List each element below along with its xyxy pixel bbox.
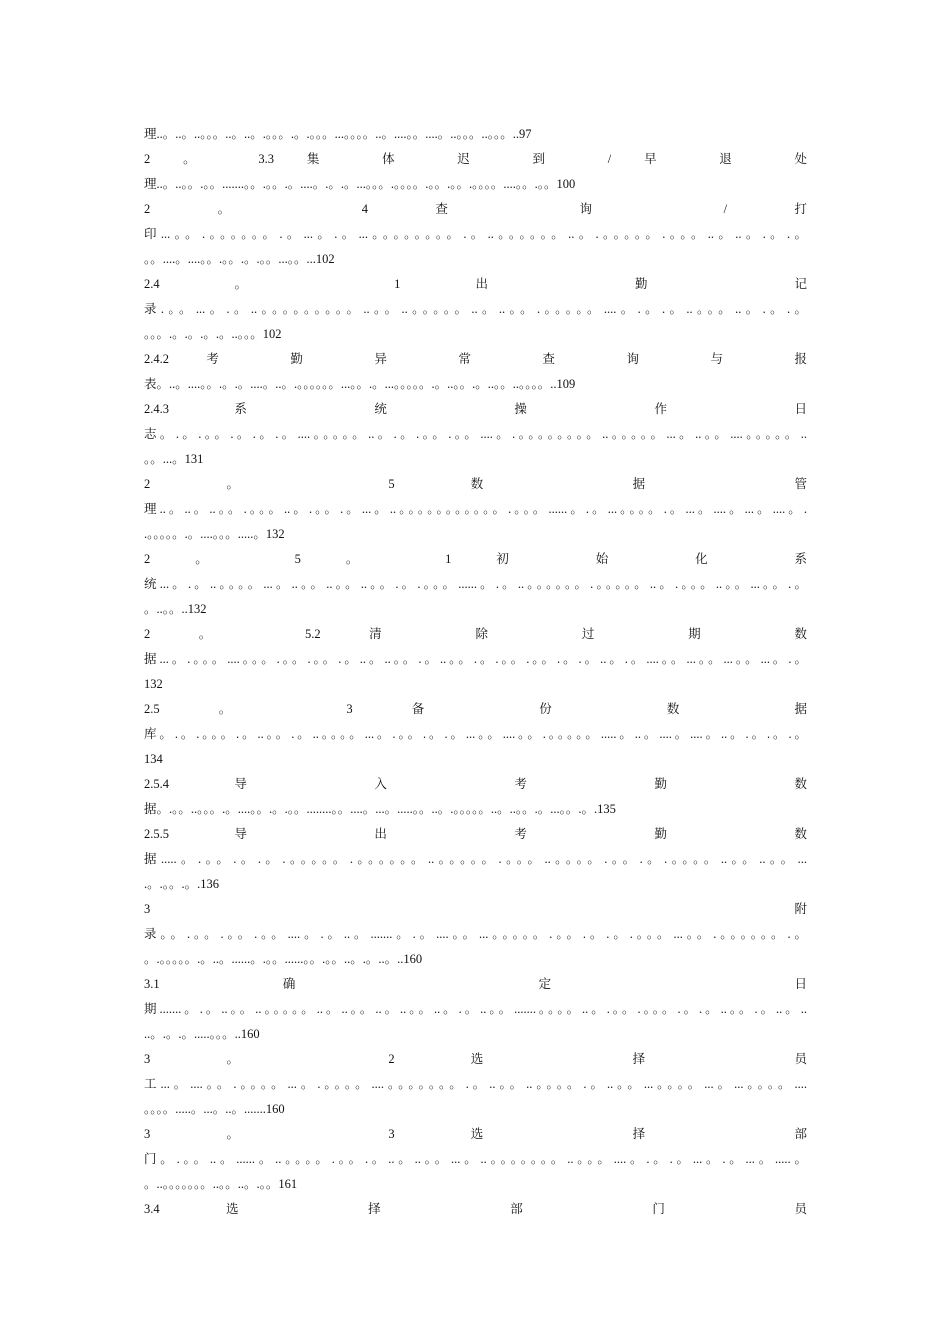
toc-line: 2.4 。 1 出 勤 记 — [144, 277, 807, 291]
toc-line: 2.4.2 考 勤 异 常 查 询 与 报 — [144, 352, 807, 366]
toc-line: 2 。 5.2 清 除 过 期 数 — [144, 627, 807, 641]
toc-line: 印...。。.。。。。。。.。...。.。...。。。。。。。。.。..。。。。。。..。.。。。。。.。。。..。..。.。.。 — [144, 227, 807, 241]
toc-line: 。。....。....。。.。。.。.。。...。。...102 — [144, 252, 335, 266]
toc-line: 。。。.。.。.。.。..。。。102 — [144, 327, 282, 341]
toc-line: 工...。....。。.。。。。...。.。。。。....。。。。。。。.。..。。..。。。。.。..。。...。。。。...。...。。。。.... — [144, 1077, 807, 1091]
toc-line: 3.4 选 择 部 门 员 — [144, 1202, 807, 1216]
toc-line: 2 。 5 数 据 管 — [144, 477, 807, 491]
table-of-contents — [144, 122, 807, 1222]
toc-line: 期.......。.。..。。..。。。。。..。..。。..。..。。..。.。..。。.......。。。。..。.。。.。。。.。.。..。。.。..。.. — [144, 1002, 807, 1016]
toc-line: 录。。.。。.。。.。。....。.。..。.......。.。....。。...。。。。。.。。.。.。.。。。...。。.。。。。。。.。 — [144, 927, 807, 941]
toc-line: 门。.。。..。......。..。。。。.。。.。..。..。。...。..。。。。。。。..。。。....。.。.。...。.。...。.....。 — [144, 1152, 807, 1166]
toc-line: 3.1 确 定 日 — [144, 977, 807, 991]
toc-line: 理..。..。..。。.。。。..。.。。.。...。..。。。。。。。。。。。.。。。......。.。...。。。。.。...。....。...。....。. — [144, 502, 807, 516]
toc-line: 录.。。...。.。..。。。。。。。。。..。。..。。。。。..。..。。.。。。。。....。.。.。..。。。..。.。.。 — [144, 302, 807, 316]
toc-line: 2.4.3 系 统 操 作 日 — [144, 402, 807, 416]
toc-line: 2 。 4 查 询 / 打 — [144, 202, 807, 216]
toc-line: ..。.。.。.....。。。..160 — [144, 1027, 260, 1041]
toc-line: 据。.。。..。。。.。....。。.。.。。........。。....。...。.....。。..。.。。。。。..。..。。.。...。。.。.135 — [144, 802, 616, 816]
toc-line: 库。.。.。。。.。..。。.。..。。。。...。.。。.。.。...。。....。。.。。。。。.....。..。....。....。..。.。.。.。 — [144, 727, 807, 741]
toc-line: 。..。。..132 — [144, 602, 207, 616]
toc-line: 。。...。131 — [144, 452, 204, 466]
toc-line: .。。。。。.。....。。。.....。132 — [144, 527, 285, 541]
toc-line: 据...。.。。。....。。。.。。.。。.。..。..。。.。..。。.。.。。.。。.。.。..。.。....。。...。。...。。...。.。 — [144, 652, 807, 666]
toc-line: 理..。..。..。。。..。..。.。。。.。.。。。...。。。。..。....。。....。..。。。..。。。..97 — [144, 127, 532, 141]
toc-line: 2.5 。 3 备 份 数 据 — [144, 702, 807, 716]
toc-line: 2 。 5 。 1 初 始 化 系 — [144, 552, 807, 566]
toc-line: 2.5.4 导 入 考 勤 数 — [144, 777, 807, 791]
toc-line: 2.5.5 导 出 考 勤 数 — [144, 827, 807, 841]
toc-line: 3 。 3 选 择 部 — [144, 1127, 807, 1141]
toc-line: 134 — [144, 752, 163, 766]
toc-line: 据.....。.。。.。.。.。。。。。.。。。。。。..。。。。。.。。。..。。。。.。。.。.。。。。..。。..。。... — [144, 852, 807, 866]
toc-line: 3 。 2 选 择 员 — [144, 1052, 807, 1066]
toc-line: 统...。.。..。。。。...。..。。..。。..。。.。.。。。......。.。..。。。。。。.。。。。。..。.。。。..。。...。。.。 — [144, 577, 807, 591]
toc-line: 理..。..。。.。。.......。。.。。.。....。.。.。...。。。.。。。。.。。.。。.。。。。....。。.。。100 — [144, 177, 576, 191]
toc-line: 。.。。。。。.。..。......。.。。......。。.。。..。.。..。..160 — [144, 952, 423, 966]
toc-line: 2 。 3.3 集 体 迟 到 / 早 退 处 — [144, 152, 807, 166]
toc-line: 志。.。.。。.。.。.。....。。。。。..。.。.。。.。。....。.。。。。。。。。..。。。。。...。..。。....。。。。。.. — [144, 427, 807, 441]
toc-line: 3 附 — [144, 902, 807, 916]
toc-line: 。。。。.....。...。..。.......160 — [144, 1102, 285, 1116]
toc-line: 。..。。。。。。。..。。..。.。。161 — [144, 1177, 298, 1191]
toc-line: 表。..。....。。.。.。....。..。.。。。。。。...。。.。...。。。。。.。..。。.。..。。..。。。。..109 — [144, 377, 576, 391]
toc-line: 132 — [144, 677, 163, 691]
toc-line: .。.。。.。.136 — [144, 877, 220, 891]
